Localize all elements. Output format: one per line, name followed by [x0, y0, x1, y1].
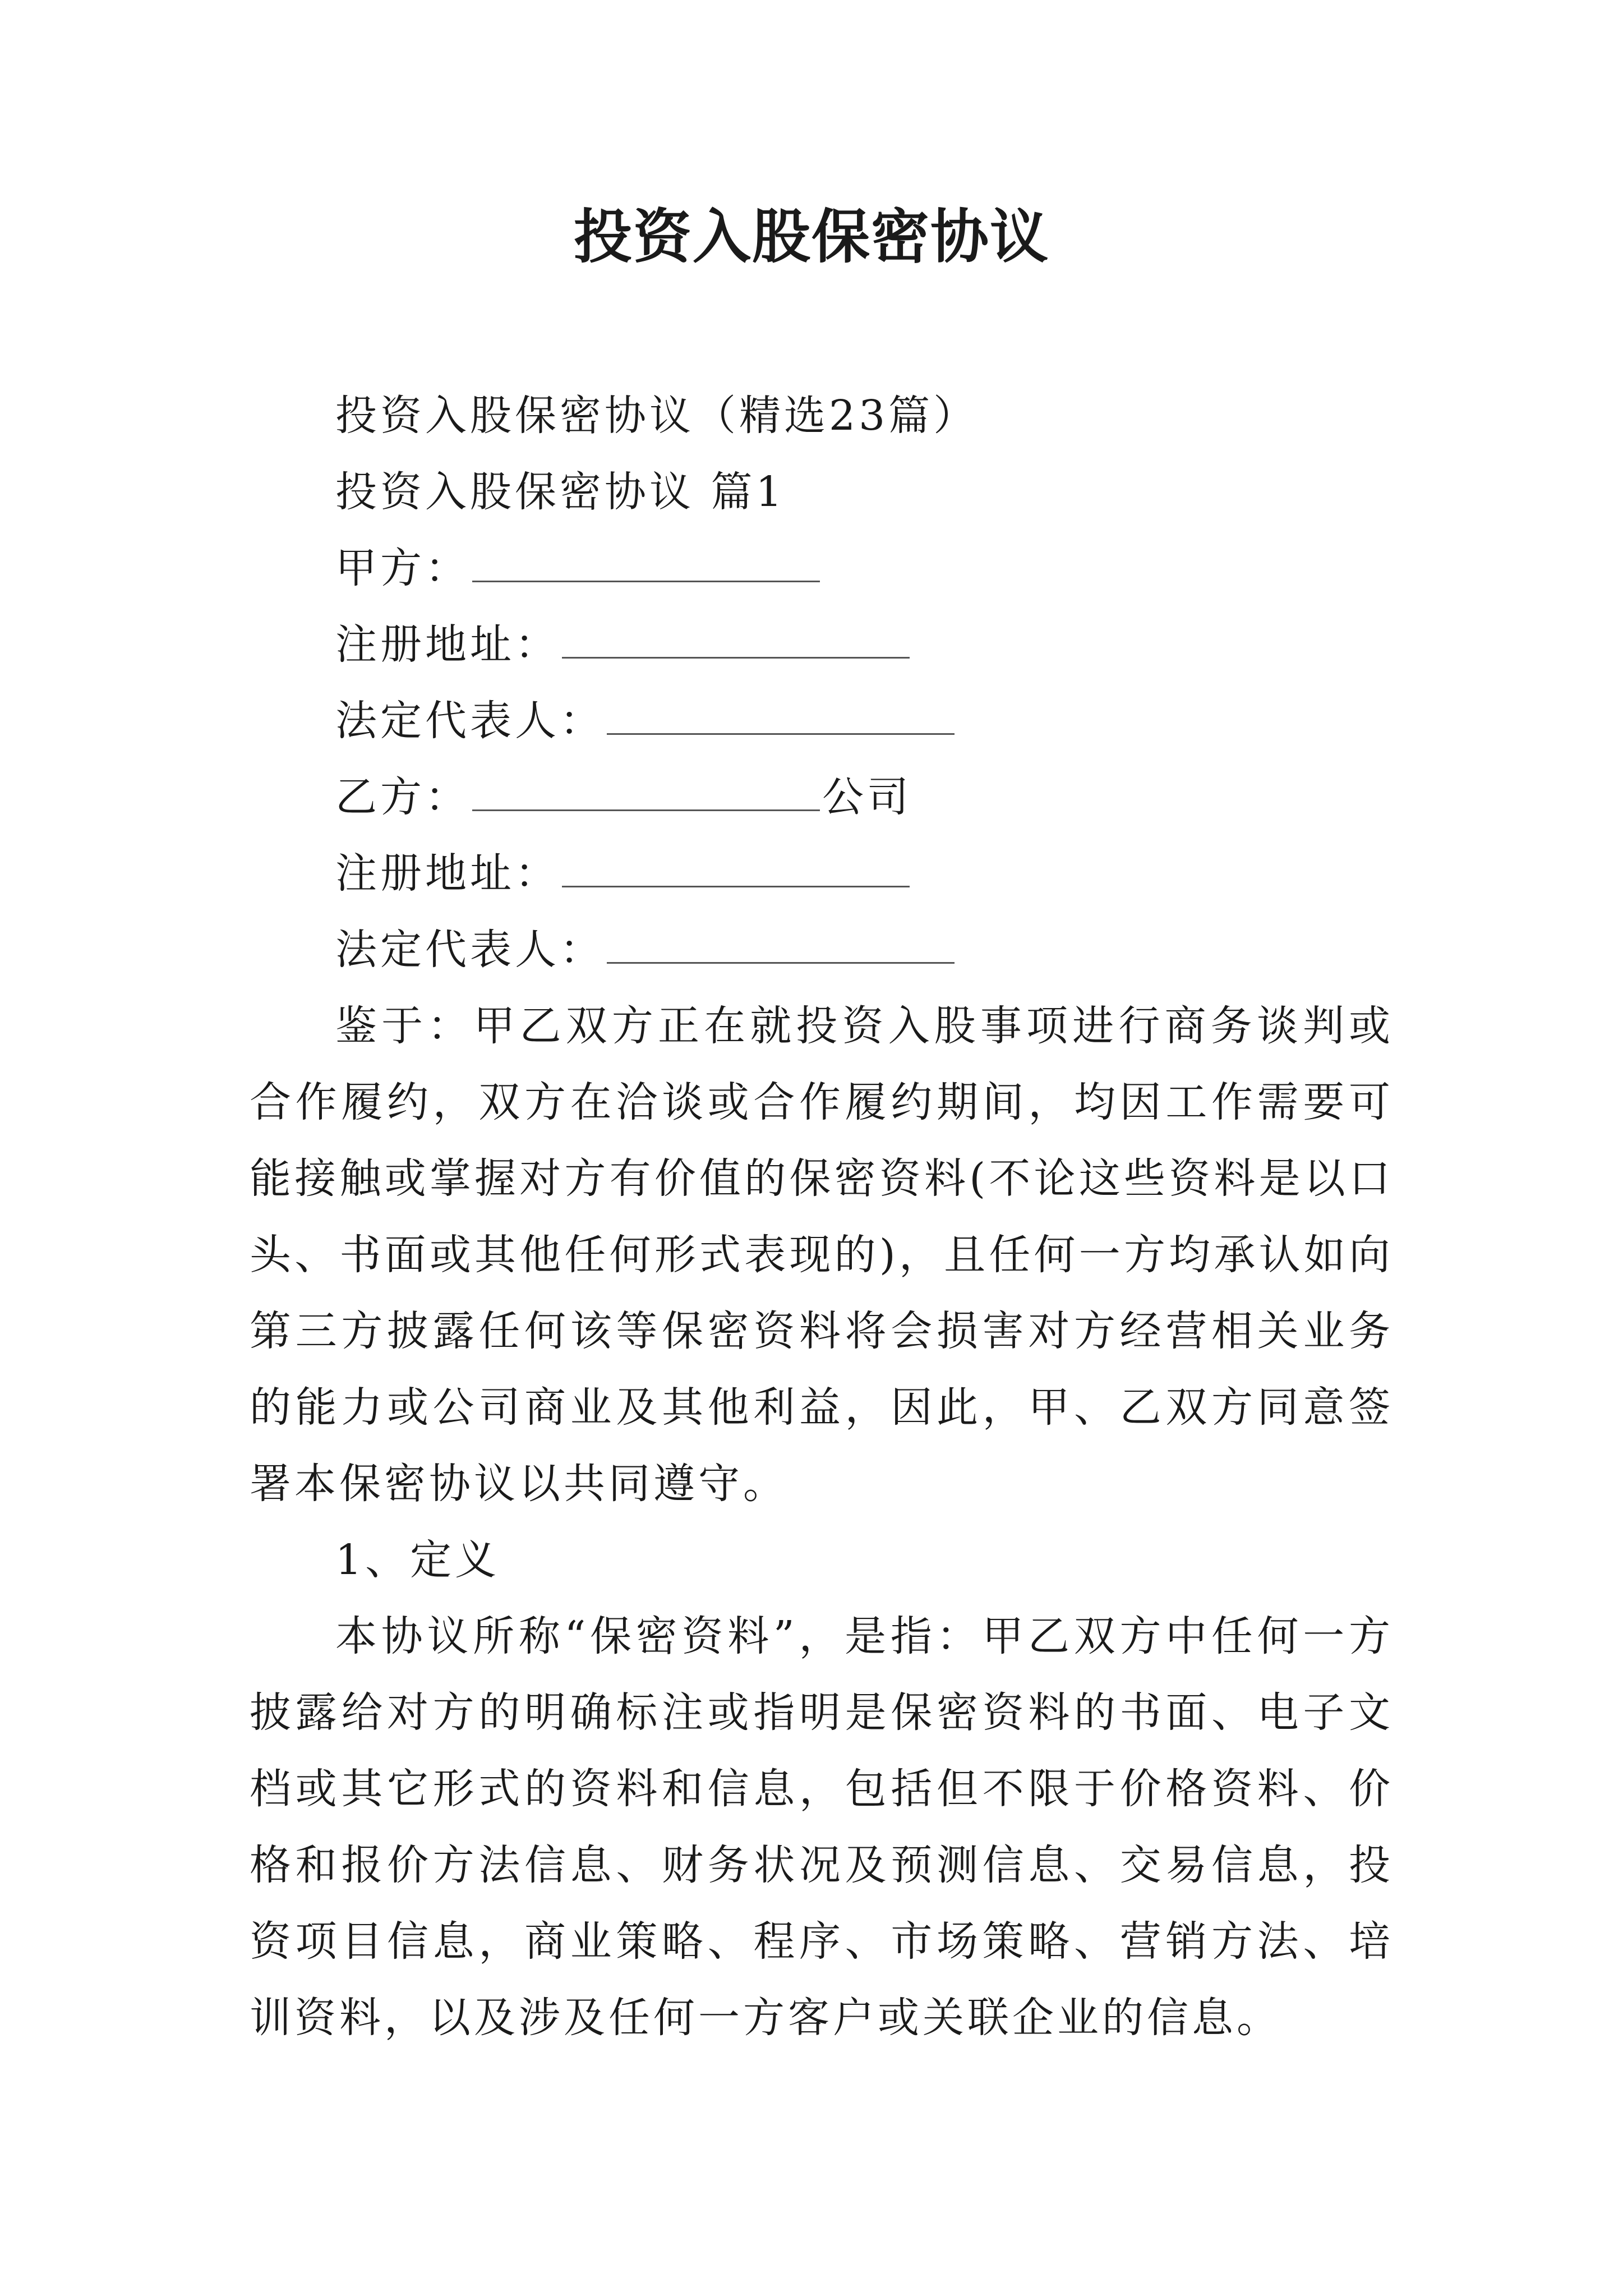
party-b-blank — [472, 769, 820, 811]
party-a-address-blank — [562, 616, 910, 659]
recital-paragraph: 鉴于：甲乙双方正在就投资入股事项进行商务谈判或合作履约，双方在洽谈或合作履约期间，均因工作需要可能接触或掌握对方有价值的保密资料(不论这些资料是以口头、书面或其他任何形式表现的)，且任何一方均承认如向第三方披露任何该等保密资料将会损害对方经营相关业务的能力或公司商业及其他利益，因此，甲、乙双方同意签署本保密协议以共同遵守。 — [250, 1002, 1394, 1508]
party-b-address-line — [250, 835, 1394, 912]
party-b-rep-label: 法定代表人： — [335, 926, 605, 974]
party-b-line — [250, 759, 1394, 835]
party-b-address-label: 注册地址： — [335, 849, 560, 898]
party-b-suffix: 公司 — [822, 773, 912, 821]
party-b-rep-blank — [607, 922, 955, 964]
party-a-label: 甲方： — [335, 544, 470, 592]
clause-1-paragraph: 本协议所称“保密资料”，是指：甲乙双方中任何一方披露给对方的明确标注或指明是保密资料的书面、电子文档或其它形式的资料和信息，包括但不限于价格资料、价格和报价方法信息、财务状况及预测信息、交易信息，投资项目信息，商业策略、程序、市场策略、营销方法、培训资料，以及涉及任何一方客户或关联企业的信息。 — [250, 1612, 1394, 2042]
party-a-rep-label: 法定代表人： — [335, 697, 605, 745]
party-b-address-blank — [562, 845, 910, 887]
party-a-blank — [472, 540, 820, 582]
party-a-address-label: 注册地址： — [335, 620, 560, 669]
subtitle: 投资入股保密协议（精选23篇） — [335, 392, 979, 440]
document-body — [250, 378, 1394, 2056]
document-title: 投资入股保密协议 — [573, 202, 1049, 271]
clause-1-heading: 1、定义 — [335, 1536, 500, 1584]
party-a-line — [250, 530, 1394, 606]
section-heading: 投资入股保密协议 篇1 — [335, 468, 786, 516]
party-a-rep-blank — [607, 693, 955, 735]
party-b-rep-line — [250, 912, 1394, 988]
party-b-label: 乙方： — [335, 773, 470, 821]
party-a-address-line — [250, 606, 1394, 683]
party-a-rep-line — [250, 683, 1394, 759]
